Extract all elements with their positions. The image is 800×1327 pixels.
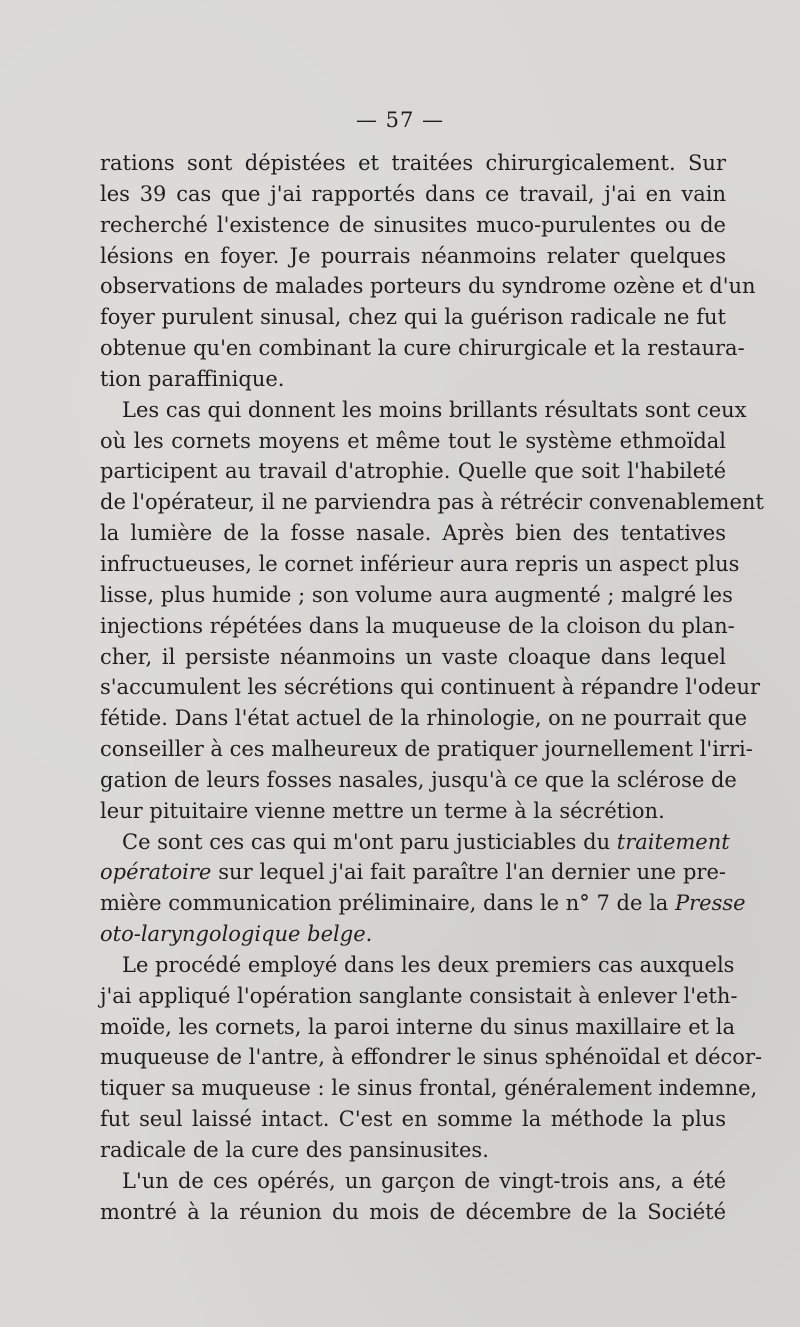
text-line [100,734,753,765]
text-run: injections répétées dans la muqueuse de la cloison du plan- [100,613,735,638]
text-run: lésions en foyer. Je pourrais néanmoins relater quelques [100,243,726,268]
text-line [100,241,726,272]
text-line [100,888,746,919]
text-run: recherché l'existence de sinusites muco-purulentes ou de [100,212,726,237]
body-text [100,148,764,1228]
italic-text: opératoire [100,860,212,885]
text-line [100,364,726,395]
paragraph-1 [100,148,756,395]
text-line [100,672,761,703]
text-run: rations sont dépistées et traitées chirurgicalement. Sur [100,151,726,175]
text-run: leur pituitaire vienne mettre un terme à la sécrétion. [100,798,665,823]
text-run: la lumière de la fosse nasale. Après bien des tentatives [100,521,726,546]
text-run: Ce sont ces cas qui m'ont paru justiciables du [122,829,617,854]
text-run: observations de malades porteurs du syndrome ozène et d'un [100,274,756,299]
text-line [100,796,726,827]
paragraph-3 [100,827,746,950]
text-run: où les cornets moyens et même tout le système ethmoïdal [100,428,726,453]
text-line [100,950,735,981]
italic-text: Presse [674,891,746,916]
text-line [100,1166,726,1197]
text-line [100,642,726,673]
text-line [100,1197,726,1228]
text-line [100,765,737,796]
text-run: tiquer sa muqueuse : le sinus frontal, généralement indemne, [100,1076,758,1101]
text-line [100,426,726,457]
text-run: montré à la réunion du mois de décembre de la Société [100,1199,726,1224]
text-line [100,395,747,426]
text-line [100,1104,726,1135]
text-line [100,549,740,580]
text-line [100,148,726,179]
paragraph-5 [100,1166,726,1228]
paragraph-4 [100,950,763,1166]
text-line [100,456,726,487]
paragraph-2 [100,395,764,827]
text-run: foyer purulent sinusal, chez qui la guérison radicale ne fut [100,305,726,330]
text-line [100,1012,735,1043]
text-line [100,210,726,241]
text-line [100,981,738,1012]
text-run: lisse, plus humide ; son volume aura augmenté ; malgré les [100,582,733,607]
text-line [100,611,735,642]
text-run: s'accumulent les sécrétions qui continuent à répandre l'odeur [100,675,761,700]
page-number: — 57 — [355,108,445,132]
text-line [100,1135,726,1166]
text-line [100,703,748,734]
text-run: participent au travail d'atrophie. Quelle que soit l'habileté [100,459,726,484]
text-line [100,1073,758,1104]
text-line [100,919,726,950]
text-line [100,857,726,888]
text-line [100,827,730,858]
text-line [100,302,726,333]
text-run: muqueuse de l'antre, à effondrer le sinus sphénoïdal et décor- [100,1045,763,1070]
italic-text: traitement [616,829,730,854]
text-line [100,179,726,210]
text-run: L'un de ces opérés, un garçon de vingt-trois ans, a été [122,1168,726,1193]
text-line [100,1042,763,1073]
text-line [100,333,745,364]
text-run: de l'opérateur, il ne parviendra pas à rétrécir convenablement [100,490,764,515]
text-run: gation de leurs fosses nasales, jusqu'à ce que la sclérose de [100,767,737,792]
text-run: cher, il persiste néanmoins un vaste cloaque dans lequel [100,644,726,669]
text-run: Le procédé employé dans les deux premiers cas auxquels [122,952,735,977]
text-run: moïde, les cornets, la paroi interne du sinus maxillaire et la [100,1014,735,1039]
text-run: j'ai appliqué l'opération sanglante consistait à enlever l'eth- [100,983,738,1008]
text-run: mière communication préliminaire, dans le n° 7 de la [100,891,675,916]
text-run: fut seul laissé intact. C'est en somme la méthode la plus [100,1107,726,1132]
text-run: les 39 cas que j'ai rapportés dans ce travail, j'ai en vain [100,181,726,206]
text-line [100,518,726,549]
text-run: sur lequel j'ai fait paraître l'an dernier une pre- [211,860,726,885]
text-run: infructueuses, le cornet inférieur aura repris un aspect plus [100,551,740,576]
text-run: obtenue qu'en combinant la cure chirurgicale et la restaura- [100,336,745,361]
text-run: tion paraffinique. [100,366,285,391]
text-line [100,487,764,518]
italic-text: oto-laryngologique belge. [100,922,373,947]
text-line [100,580,733,611]
text-run: fétide. Dans l'état actuel de la rhinologie, on ne pourrait que [100,706,748,731]
text-run: Les cas qui donnent les moins brillants résultats sont ceux [122,397,747,422]
text-run: conseiller à ces malheureux de pratiquer journellement l'irri- [100,737,753,762]
text-run: radicale de la cure des pansinusites. [100,1138,489,1162]
text-line [100,271,756,302]
